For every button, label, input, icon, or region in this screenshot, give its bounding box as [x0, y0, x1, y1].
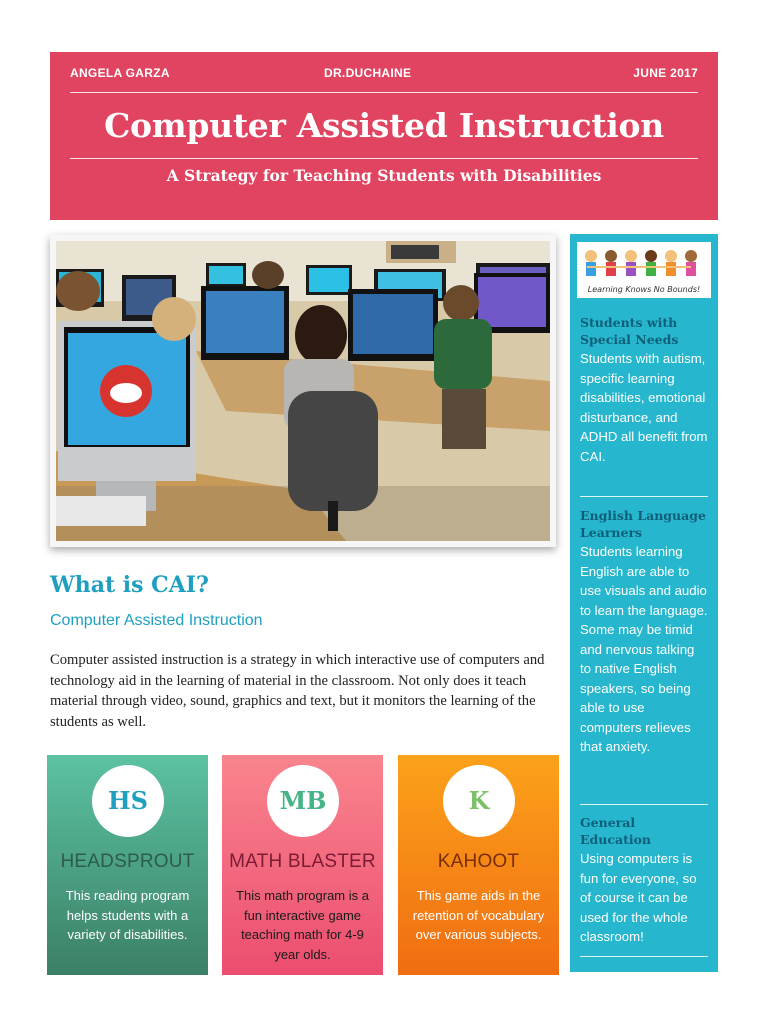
- kids-holding-hands-icon: [577, 242, 711, 298]
- classroom-photo: [50, 235, 556, 547]
- program-title: MATH BLASTER: [229, 851, 376, 872]
- instructor-name: DR.DUCHAINE: [324, 66, 412, 80]
- section-heading: What is CAI?: [50, 572, 209, 598]
- sidebar-text: Using computers is fun for everyone, so of course it can be used for the whole classroom!: [580, 851, 697, 944]
- sidebar-section-ell: [580, 508, 708, 757]
- sidebar-heading: Students with Special Needs: [580, 315, 679, 347]
- section-subheading: Computer Assisted Instruction: [50, 612, 263, 629]
- meta-row: [70, 66, 698, 84]
- headsprout-badge: HS: [92, 765, 164, 837]
- program-card-math-blaster: [222, 755, 383, 975]
- author-name: ANGELA GARZA: [70, 66, 170, 80]
- program-description: This game aids in the retention of vocabulary over various subjects.: [412, 888, 545, 942]
- classroom-computers-photo: [56, 241, 550, 541]
- sidebar-section-special-needs: [580, 315, 708, 466]
- logo-caption: Learning Knows No Bounds!: [587, 285, 701, 294]
- math-blaster-badge: MB: [267, 765, 339, 837]
- program-card-kahoot: [398, 755, 559, 975]
- header-divider-top: [70, 92, 698, 93]
- page-subtitle: A Strategy for Teaching Students with Disabilities: [166, 166, 602, 185]
- sidebar-heading: General Education: [580, 815, 652, 847]
- issue-date: JUNE 2017: [633, 66, 698, 80]
- program-title: KAHOOT: [437, 851, 520, 872]
- header-banner: [50, 52, 718, 220]
- program-card-headsprout: [47, 755, 208, 975]
- sidebar-text: Students with autism, specific learning disabilities, emotional disturbance, and ADHD all benefit from CAI.: [580, 351, 708, 464]
- program-description: This math program is a fun interactive game teaching math for 4-9 year olds.: [236, 888, 369, 962]
- kahoot-badge: K: [443, 765, 515, 837]
- sidebar-divider: [580, 804, 708, 805]
- page-title: Computer Assisted Instruction: [104, 106, 664, 145]
- sidebar-divider: [580, 956, 708, 957]
- program-title: HEADSPROUT: [60, 851, 195, 872]
- intro-paragraph: Computer assisted instruction is a strategy in which interactive use of computers and technology aid in the learning of material in the classroom. Not only does it teach material through video, sound, graphics and text, but it monitors the learning of the students as well.: [50, 652, 545, 730]
- sidebar-text: Students learning English are able to use visuals and audio to learn the language. Some may be timid and nervous talking to native English speakers, so being able to use computers relieves that anxiety.: [580, 544, 708, 754]
- learning-logo: [577, 242, 711, 298]
- sidebar-heading: English Language Learners: [580, 508, 706, 540]
- sidebar-section-general-education: [580, 815, 708, 947]
- header-divider-bottom: [70, 158, 698, 159]
- sidebar-divider: [580, 496, 708, 497]
- sidebar: [570, 234, 718, 972]
- program-description: This reading program helps students with a variety of disabilities.: [65, 888, 190, 942]
